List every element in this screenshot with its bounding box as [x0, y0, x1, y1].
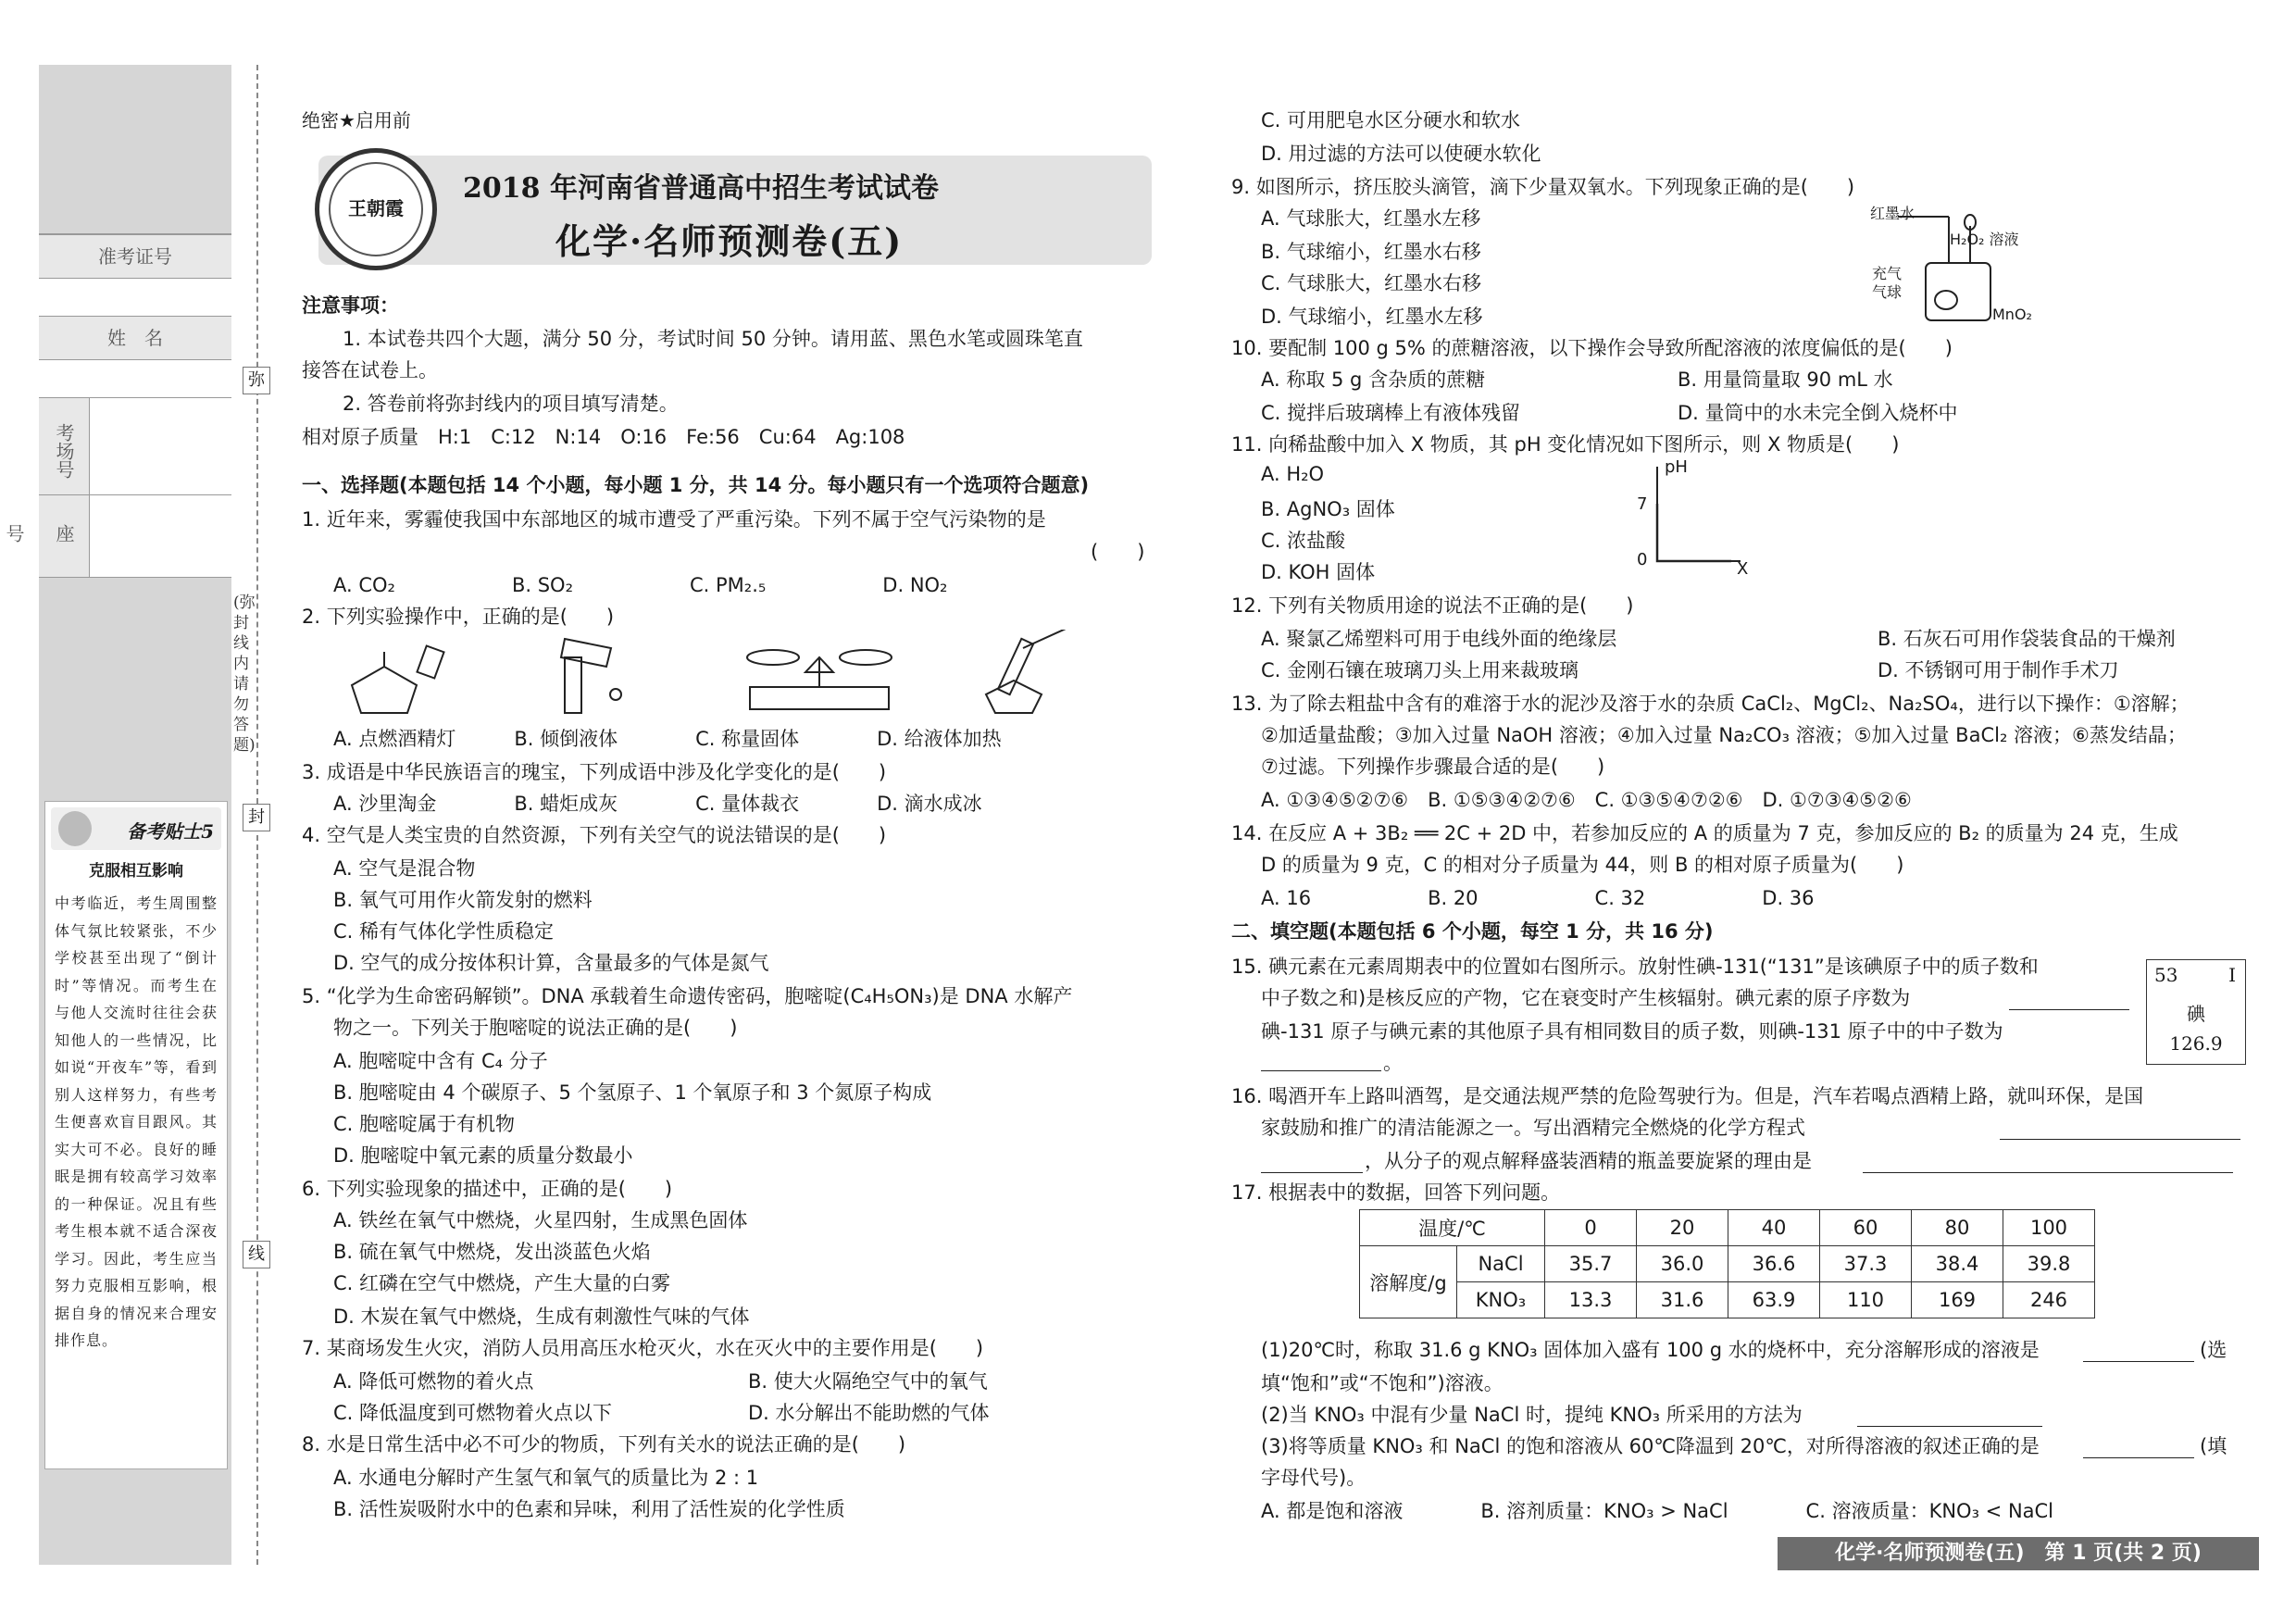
q9-balloon-label: 充气气球	[1872, 265, 1903, 301]
q5-stem-1: 5. “化学为生命密码解锁”。DNA 承载着生命遗传密码，胞嘧啶(C₄H₅ON₃)是 DNA 水解产	[302, 985, 1073, 1007]
q16-blank-2[interactable]	[1863, 1152, 2233, 1173]
q11-option-c: C. 浓盐酸	[1261, 530, 1346, 552]
q1-stem: 1. 近年来，雾霾使我国中东部地区的城市遭受了严重污染。下列不属于空气污染物的是	[302, 508, 1046, 531]
cell: 39.8	[2003, 1246, 2095, 1282]
q8-stem: 8. 水是日常生活中必不可少的物质，下列有关水的说法正确的是( )	[302, 1433, 906, 1456]
q14-stem-1: 14. 在反应 A + 3B₂ ══ 2C + 2D 中，若参加反应的 A 的质量为 7 克，参加反应的 B₂ 的质量为 24 克，生成	[1231, 822, 2178, 844]
q16-line-2: 家鼓励和推广的清洁能源之一。写出酒精完全燃烧的化学方程式	[1261, 1117, 1805, 1139]
q6-option-a: A. 铁丝在氧气中燃烧，火星四射，生成黑色固体	[333, 1209, 748, 1231]
seat-row	[3, 495, 231, 578]
exam-subtitle: 化学·名师预测卷(五)	[555, 220, 904, 262]
tips-title: 克服相互影响	[89, 862, 183, 881]
q3-options: A. 沙里淘金 B. 蜡炬成灰 C. 量体裁衣 D. 滴水成冰	[333, 793, 982, 815]
q13-stem-3: ⑦过滤。下列操作步骤最合适的是( )	[1261, 756, 1605, 778]
cell: 36.0	[1637, 1246, 1728, 1282]
cell: 110	[1820, 1282, 1912, 1318]
tips-logo	[51, 807, 221, 850]
table-row	[1360, 1246, 2095, 1282]
element-number: 53	[2154, 964, 2178, 986]
notes-heading: 注意事项：	[302, 294, 399, 317]
q2-options: A. 点燃酒精灯 B. 倾倒液体 C. 称量固体 D. 给液体加热	[333, 728, 1002, 750]
seal-text: 王朝霞	[348, 197, 404, 219]
name-field[interactable]	[39, 360, 231, 398]
q17-3-line-1: (3)将等质量 KNO₃ 和 NaCl 的饱和溶液从 60℃降温到 20℃，对所得溶液的叙述正确的是	[1261, 1435, 2040, 1457]
q4-option-d: D. 空气的成分按体积计算，含量最多的气体是氮气	[333, 952, 769, 974]
q2-stem: 2. 下列实验操作中，正确的是( )	[302, 606, 615, 628]
solubility-table	[1359, 1209, 2095, 1318]
temp-80: 80	[1912, 1210, 2003, 1246]
q14-stem-2: D 的质量为 9 克，C 的相对分子质量为 44，则 B 的相对原子质量为( )	[1261, 854, 1904, 876]
q17-3-tail: (填	[2200, 1435, 2227, 1457]
q16-blank-1[interactable]	[2000, 1118, 2240, 1140]
cell: 63.9	[1728, 1282, 1820, 1318]
q9-option-c: C. 气球胀大，红墨水右移	[1261, 272, 1482, 294]
exam-room-row	[39, 398, 231, 495]
alcohol-lamp-icon	[352, 645, 444, 713]
q14-options: A. 16 B. 20 C. 32 D. 36	[1261, 887, 1815, 909]
temp-100: 100	[2003, 1210, 2095, 1246]
cell: 246	[2003, 1282, 2095, 1318]
q9-h2o2-label: H₂O₂ 溶液	[1950, 231, 2019, 248]
binding-char-2: 封	[243, 804, 270, 831]
q16-line-3: ，从分子的观点解释盛装酒精的瓶盖要旋紧的理由是	[1365, 1150, 1812, 1172]
q4-option-c: C. 稀有气体化学性质稳定	[333, 920, 555, 943]
section-2-heading: 二、填空题(本题包括 6 个小题，每空 1 分，共 16 分)	[1231, 920, 1714, 943]
q17-1-line-1: (1)20℃时，称取 31.6 g KNO₃ 固体加入盛有 100 g 水的烧杯中，充分溶解形成的溶液是	[1261, 1339, 2040, 1361]
q5-option-d: D. 胞嘧啶中氧元素的质量分数最小	[333, 1144, 633, 1167]
temp-60: 60	[1820, 1210, 1912, 1246]
q17-2: (2)当 KNO₃ 中混有少量 NaCl 时，提纯 KNO₃ 所采用的方法为	[1261, 1404, 1803, 1426]
q10-option-c: C. 搅拌后玻璃棒上有液体残留	[1261, 402, 1521, 424]
q9-stem: 9. 如图所示，挤压胶头滴管，滴下少量双氧水。下列现象正确的是( )	[1231, 176, 1855, 198]
exam-tips-box	[44, 801, 228, 1469]
cell: 38.4	[1912, 1246, 2003, 1282]
q9-option-d: D. 气球缩小，红墨水左移	[1261, 306, 1483, 328]
q7-option-d: D. 水分解出不能助燃的气体	[748, 1402, 990, 1424]
exam-number-label: 准考证号	[39, 235, 231, 279]
temp-40: 40	[1728, 1210, 1820, 1246]
q1-bracket: ( )	[1091, 541, 1145, 563]
q11-option-b: B. AgNO₃ 固体	[1261, 498, 1395, 520]
element-symbol: I	[2228, 964, 2236, 986]
graph-origin: 0	[1637, 550, 1648, 569]
name-label: 姓 名	[39, 317, 231, 360]
tips-logo-text: 备考贴士5	[127, 820, 214, 843]
header-temp: 温度/℃	[1360, 1210, 1545, 1246]
q17-stem: 17. 根据表中的数据，回答下列问题。	[1231, 1181, 1561, 1204]
q17-1-line-2: 填“饱和”或“不饱和”)溶液。	[1261, 1372, 1504, 1394]
binding-char-3: 线	[243, 1241, 270, 1268]
publisher-seal	[315, 148, 437, 270]
q13-stem-1: 13. 为了除去粗盐中含有的难溶于水的泥沙及溶于水的杂质 CaCl₂、MgCl₂、Na₂SO₄，进行以下操作：①溶解；	[1231, 693, 2190, 715]
q15-period: 。	[1383, 1052, 1403, 1074]
q11-option-a: A. H₂O	[1261, 463, 1325, 485]
q8-option-b: B. 活性炭吸附水中的色素和异味，利用了活性炭的化学性质	[333, 1498, 845, 1520]
seat-field[interactable]	[90, 495, 231, 577]
q7-option-c: C. 降低温度到可燃物着火点以下	[333, 1402, 613, 1424]
exam-room-field[interactable]	[90, 398, 231, 494]
section-1-heading: 一、选择题(本题包括 14 个小题，每小题 1 分，共 14 分。每小题只有一个选项符合题意)	[302, 474, 1090, 496]
table-row	[1360, 1210, 2095, 1246]
seat-label: 座号	[39, 495, 90, 577]
q8-option-d: D. 用过滤的方法可以使硬水软化	[1261, 143, 1541, 165]
pour-liquid-icon	[561, 639, 621, 713]
note-2: 2. 答卷前将弥封线内的项目填写清楚。	[343, 393, 679, 415]
cell: 31.6	[1637, 1282, 1728, 1318]
q4-stem: 4. 空气是人类宝贵的自然资源，下列有关空气的说法错误的是( )	[302, 824, 887, 846]
q15-line-1: 15. 碘元素在元素周期表中的位置如右图所示。放射性碘-131(“131”是该碘原子中的质子数和	[1231, 956, 2039, 978]
exam-room-label: 考场号	[39, 398, 90, 494]
cell: 37.3	[1820, 1246, 1912, 1282]
q5-option-b: B. 胞嘧啶由 4 个碳原子、5 个氢原子、1 个氧原子和 3 个氮原子构成	[333, 1081, 932, 1104]
q13-stem-2: ②加适量盐酸；③加入过量 NaOH 溶液；④加入过量 Na₂CO₃ 溶液；⑤加入过量 BaCl₂ 溶液；⑥蒸发结晶；	[1261, 724, 2187, 746]
q4-option-a: A. 空气是混合物	[333, 857, 476, 880]
q17-blank-3[interactable]	[2083, 1437, 2194, 1458]
q11-option-d: D. KOH 固体	[1261, 561, 1376, 583]
element-mass: 126.9	[2169, 1032, 2223, 1055]
balance-scale-icon	[747, 650, 892, 709]
q5-stem-2: 物之一。下列关于胞嘧啶的说法正确的是( )	[333, 1017, 738, 1039]
q7-option-a: A. 降低可燃物的着火点	[333, 1370, 534, 1393]
heat-liquid-icon	[986, 630, 1074, 713]
tips-body: 中考临近，考生周围整体气氛比较紧张，不少学校甚至出现了“倒计时”等情况。而考生在与他人交流时往往会获知他人的一些情况，比如说“开夜车”等，看到别人这样努力，有些考生便喜欢盲目跟风。其实大可不必。良好的睡眠是拥有较高学习效率的一种保证。况且有些考生根本就不适合深夜学习。因此，考生应当努力克服相互影响，根据自身的情况来合理安排作息。	[55, 894, 218, 1349]
q7-option-b: B. 使大火隔绝空气中的氧气	[748, 1370, 988, 1393]
iodine-element-card	[2146, 959, 2246, 1065]
q15-line-3: 碘-131 原子与碘元素的其他原子具有相同数目的质子数，则碘-131 原子中的中子数为	[1261, 1020, 2003, 1043]
q10-option-b: B. 用量筒量取 90 mL 水	[1678, 369, 1893, 391]
atomic-masses: 相对原子质量 H:1 C:12 N:14 O:16 Fe:56 Cu:64 Ag:108	[302, 426, 905, 448]
q12-option-b: B. 石灰石可用作袋装食品的干燥剂	[1878, 628, 2176, 650]
element-name: 碘	[2187, 1003, 2205, 1025]
binding-note: (弥封线内请勿答题)	[233, 594, 256, 755]
q13-options: A. ①③④⑤②⑦⑥ B. ①⑤③④②⑦⑥ C. ①③⑤④⑦②⑥ D. ①⑦③④⑤②⑥	[1261, 789, 1912, 811]
ph-curve	[1657, 504, 1731, 561]
q17-1-tail: (选	[2200, 1339, 2227, 1361]
note-1b: 接答在试卷上。	[302, 359, 438, 381]
q6-stem: 6. 下列实验现象的描述中，正确的是( )	[302, 1178, 673, 1200]
temp-20: 20	[1637, 1210, 1728, 1246]
page-footer: 化学·名师预测卷(五) 第 1 页(共 2 页)	[1778, 1537, 2259, 1570]
cell: 36.6	[1728, 1246, 1820, 1282]
q16-line-1: 16. 喝酒开车上路叫酒驾，是交通法规严禁的危险驾驶行为。但是，汽车若喝点酒精上路，就叫环保，是国	[1231, 1085, 2144, 1107]
q12-stem: 12. 下列有关物质用途的说法不正确的是( )	[1231, 594, 1634, 617]
graph-ylabel: pH	[1665, 457, 1688, 477]
q7-stem: 7. 某商场发生火灾，消防人员用高压水枪灭火，水在灭火中的主要作用是( )	[302, 1337, 984, 1359]
q17-3-line-2: 字母代号)。	[1261, 1467, 1366, 1489]
binding-char-1: 弥	[243, 367, 270, 394]
q11-stem: 11. 向稀盐酸中加入 X 物质，其 pH 变化情况如下图所示，则 X 物质是( )	[1231, 433, 1900, 456]
q5-option-c: C. 胞嘧啶属于有机物	[333, 1113, 516, 1135]
q10-stem: 10. 要配制 100 g 5% 的蔗糖溶液，以下操作会导致所配溶液的浓度偏低的是( )	[1231, 337, 1953, 359]
q12-option-c: C. 金刚石镶在玻璃刀头上用来裁玻璃	[1261, 659, 1579, 681]
q16-blank-1-cont[interactable]	[1261, 1152, 1363, 1173]
q6-option-b: B. 硫在氧气中燃烧，发出淡蓝色火焰	[333, 1241, 651, 1263]
graph-y7: 7	[1637, 494, 1648, 514]
q6-option-c: C. 红磷在空气中燃烧，产生大量的白雾	[333, 1272, 671, 1294]
q12-option-d: D. 不锈钢可用于制作手术刀	[1878, 659, 2119, 681]
q8-option-c: C. 可用肥皂水区分硬水和软水	[1261, 109, 1521, 131]
q15-line-2: 中子数之和)是核反应的产物，它在衰变时产生核辐射。碘元素的原子序数为	[1261, 987, 1911, 1009]
q9-mno2-label: MnO₂	[1992, 306, 2032, 323]
q12-option-a: A. 聚氯乙烯塑料可用于电线外面的绝缘层	[1261, 628, 1617, 650]
row-name-kno3: KNO₃	[1457, 1282, 1545, 1318]
q2-illustrations	[343, 630, 1139, 722]
cell: 35.7	[1545, 1246, 1637, 1282]
q15-blank-2[interactable]	[1261, 1050, 1381, 1071]
q9-option-a: A. 气球胀大，红墨水左移	[1261, 207, 1481, 230]
q17-blank-2[interactable]	[1857, 1406, 2042, 1427]
q17-blank-1[interactable]	[2083, 1341, 2194, 1362]
q15-blank-1[interactable]	[2009, 989, 2129, 1010]
secret-label: 绝密★启用前	[302, 109, 411, 131]
q6-option-d: D. 木炭在氧气中燃烧，生成有刺激性气味的气体	[333, 1306, 750, 1328]
cell: 169	[1912, 1282, 2003, 1318]
graph-xlabel: X	[1737, 559, 1749, 579]
q9-red-ink-label: 红墨水	[1870, 205, 1915, 222]
q17-3-options: A. 都是饱和溶液 B. 溶剂质量：KNO₃ > NaCl C. 溶液质量：KNO₃ < NaCl	[1261, 1500, 2054, 1522]
q10-option-a: A. 称取 5 g 含杂质的蔗糖	[1261, 369, 1486, 391]
cell: 13.3	[1545, 1282, 1637, 1318]
exam-title: 2018 年河南省普通高中招生考试试卷	[463, 172, 939, 205]
q5-option-a: A. 胞嘧啶中含有 C₄ 分子	[333, 1050, 548, 1072]
q3-stem: 3. 成语是中华民族语言的瑰宝，下列成语中涉及化学变化的是( )	[302, 761, 887, 783]
q8-option-a: A. 水通电分解时产生氢气和氧气的质量比为 2 : 1	[333, 1467, 759, 1489]
cartoon-figure-icon	[58, 811, 92, 846]
q1-options: A. CO₂ B. SO₂ C. PM₂.₅ D. NO₂	[333, 574, 948, 596]
temp-0: 0	[1545, 1210, 1637, 1246]
table-row	[1360, 1282, 2095, 1318]
header-solubility: 溶解度/g	[1360, 1246, 1457, 1318]
q4-option-b: B. 氧气可用作火箭发射的燃料	[333, 889, 593, 911]
q9-option-b: B. 气球缩小，红墨水右移	[1261, 241, 1481, 263]
exam-number-field[interactable]	[39, 279, 231, 317]
candidate-info-table	[3, 233, 231, 578]
row-name-nacl: NaCl	[1457, 1246, 1545, 1282]
q10-option-d: D. 量筒中的水未完全倒入烧杯中	[1678, 402, 1958, 424]
note-1a: 1. 本试卷共四个大题，满分 50 分，考试时间 50 分钟。请用蓝、黑色水笔或圆珠笔直	[343, 328, 1083, 350]
